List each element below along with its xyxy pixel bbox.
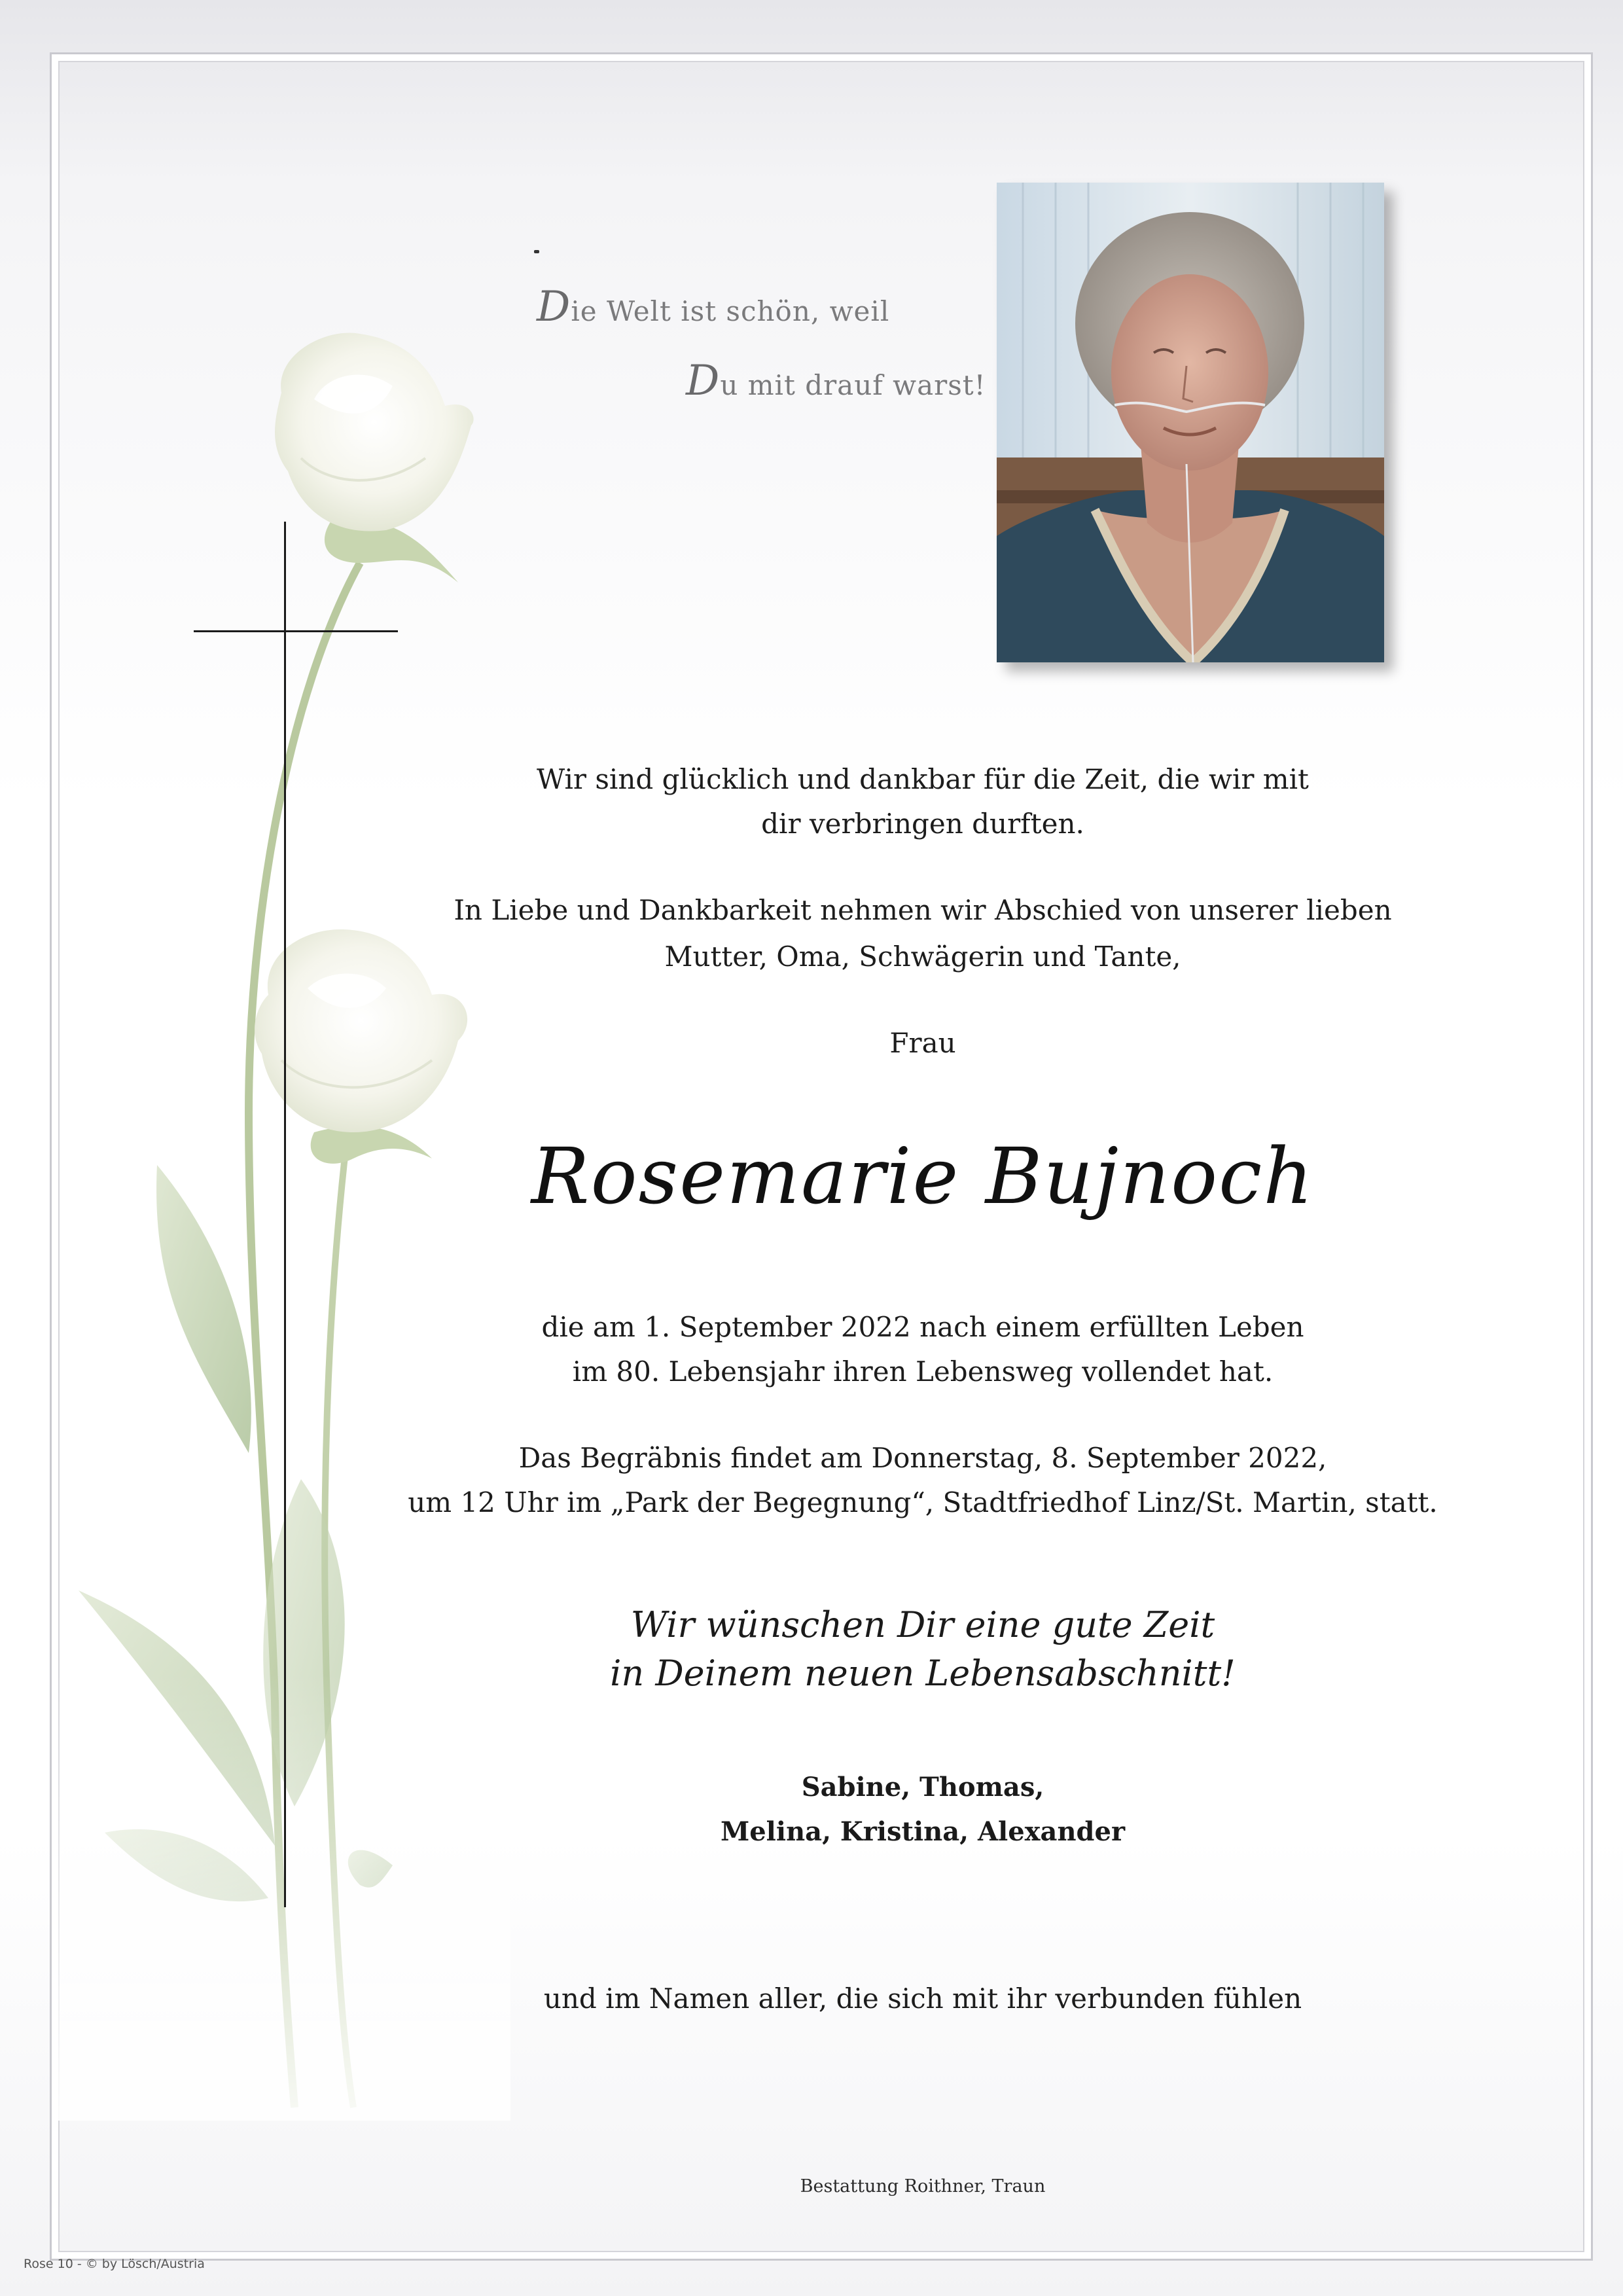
- motto-line-1: [537, 283, 889, 331]
- motto-text: u mit drauf warst!: [720, 369, 986, 401]
- salutation: Frau: [889, 1027, 956, 1059]
- copyright-note: Rose 10 - © by Lösch/Austria: [24, 2257, 205, 2271]
- motto-line-2: [686, 357, 986, 405]
- undertaker-credit: Bestattung Roithner, Traun: [800, 2176, 1046, 2197]
- motto-text: ie Welt ist schön, weil: [571, 295, 890, 327]
- text-line: In Liebe und Dankbarkeit nehmen wir Abschied von unserer lieben: [454, 894, 1392, 926]
- closing-line: und im Namen aller, die sich mit ihr verbunden fühlen: [543, 1982, 1302, 2015]
- cross-horizontal-bar: [194, 630, 398, 632]
- text-line: im 80. Lebensjahr ihren Lebensweg vollendet hat.: [572, 1355, 1274, 1388]
- text-line: Wir sind glücklich und dankbar für die Zeit, die wir mit: [537, 763, 1309, 795]
- wish-line: Wir wünschen Dir eine gute Zeit: [630, 1604, 1215, 1645]
- wish-line: in Deinem neuen Lebensabschnitt!: [610, 1653, 1236, 1694]
- ink-dot: [534, 250, 539, 253]
- funeral-info-line: Das Begräbnis findet am Donnerstag, 8. September 2022,: [518, 1442, 1327, 1474]
- family-names: Melina, Kristina, Alexander: [720, 1816, 1126, 1847]
- deceased-name: Rosemarie Bujnoch: [531, 1131, 1315, 1221]
- motto-initial: D: [686, 357, 721, 405]
- text-line: Mutter, Oma, Schwägerin und Tante,: [664, 941, 1181, 973]
- family-names: Sabine, Thomas,: [801, 1772, 1044, 1803]
- text-line: dir verbringen durften.: [761, 808, 1084, 840]
- cross-vertical-bar: [284, 522, 286, 1907]
- motto-initial: D: [537, 283, 571, 331]
- funeral-info-line: um 12 Uhr im „Park der Begegnung“, Stadtfriedhof Linz/St. Martin, statt.: [408, 1486, 1438, 1518]
- portrait-photo: [997, 183, 1384, 662]
- text-line: die am 1. September 2022 nach einem erfüllten Leben: [541, 1311, 1304, 1343]
